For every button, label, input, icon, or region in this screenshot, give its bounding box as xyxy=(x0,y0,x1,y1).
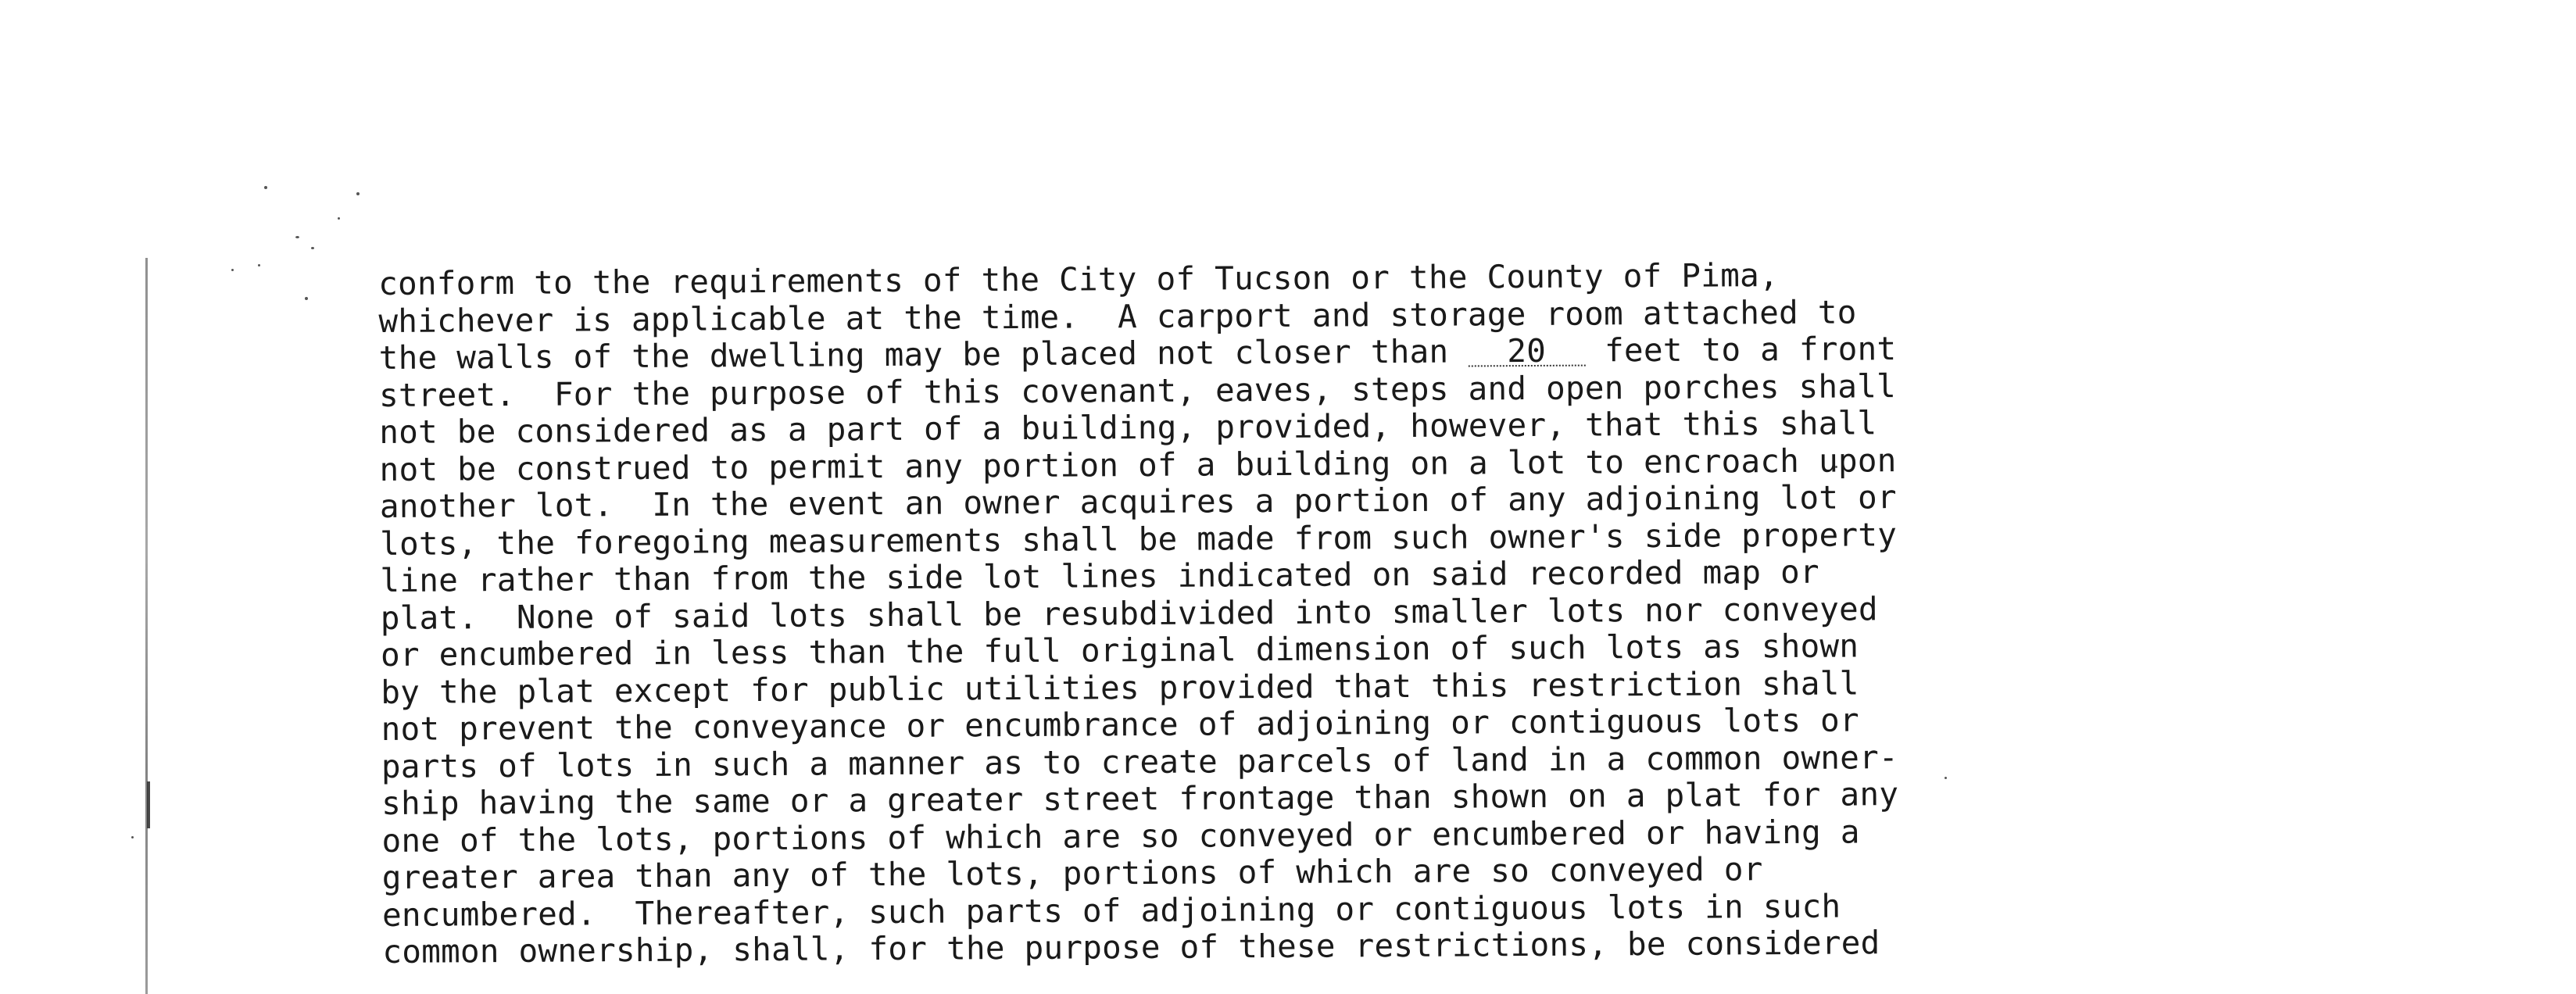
text-fragment: the walls of the dwelling may be placed not closer than xyxy=(378,332,1469,377)
text-line: conform to the requirements of the City of Tucson or the County of Pima, xyxy=(377,256,1779,302)
scan-speck xyxy=(258,264,260,266)
scan-speck xyxy=(231,269,234,271)
text-line: lots, the foregoing measurements shall be made from such owner's side property xyxy=(380,515,1898,563)
text-line: another lot. In the event an owner acquires a portion of any adjoining lot or xyxy=(379,478,1897,525)
left-margin-scan-line xyxy=(145,258,148,994)
filled-blank-feet: 20 xyxy=(1468,337,1585,367)
document-body-text xyxy=(378,254,2258,971)
text-line: not prevent the conveyance or encumbrance of adjoining or contiguous lots or xyxy=(381,701,1859,748)
text-line: or encumbered in less than the full original dimension of such lots as shown xyxy=(380,627,1859,674)
scan-speck xyxy=(131,836,134,838)
text-line: whichever is applicable at the time. A carport and storage room attached to xyxy=(378,292,1857,340)
scan-speck xyxy=(338,217,340,220)
text-line: ship having the same or a greater street frontage than shown on a plat for any xyxy=(381,775,1899,822)
text-line: not be considered as a part of a building, provided, however, that this shall xyxy=(379,404,1877,451)
text-line: one of the lots, portions of which are so conveyed or encumbered or having a xyxy=(381,812,1860,860)
scan-speck xyxy=(305,297,308,300)
scan-speck xyxy=(295,236,299,238)
text-line: greater area than any of the lots, portions of which are so conveyed or xyxy=(381,850,1763,896)
text-line: street. For the purpose of this covenant, eaves, steps and open porches shall xyxy=(378,366,1897,414)
text-fragment: feet to a front xyxy=(1585,330,1897,370)
text-line: encumbered. Thereafter, such parts of adjoining or contiguous lots in such xyxy=(381,887,1841,934)
scan-speck xyxy=(356,192,360,195)
left-margin-scan-mark xyxy=(147,781,150,828)
scan-speck xyxy=(264,186,267,189)
scan-speck xyxy=(311,247,314,249)
text-line: parts of lots in such a manner as to create parcels of land in a common owner- xyxy=(381,738,1898,785)
text-line: not be construed to permit any portion of a building on a lot to encroach upon xyxy=(379,441,1897,488)
text-line: by the plat except for public utilities provided that this restriction shall xyxy=(381,663,1859,711)
text-line: common ownership, shall, for the purpose of these restrictions, be considered xyxy=(382,924,1880,971)
text-line: line rather than from the side lot lines indicated on said recorded map or xyxy=(380,552,1819,599)
text-line: plat. None of said lots shall be resubdivided into smaller lots nor conveyed xyxy=(380,589,1878,637)
